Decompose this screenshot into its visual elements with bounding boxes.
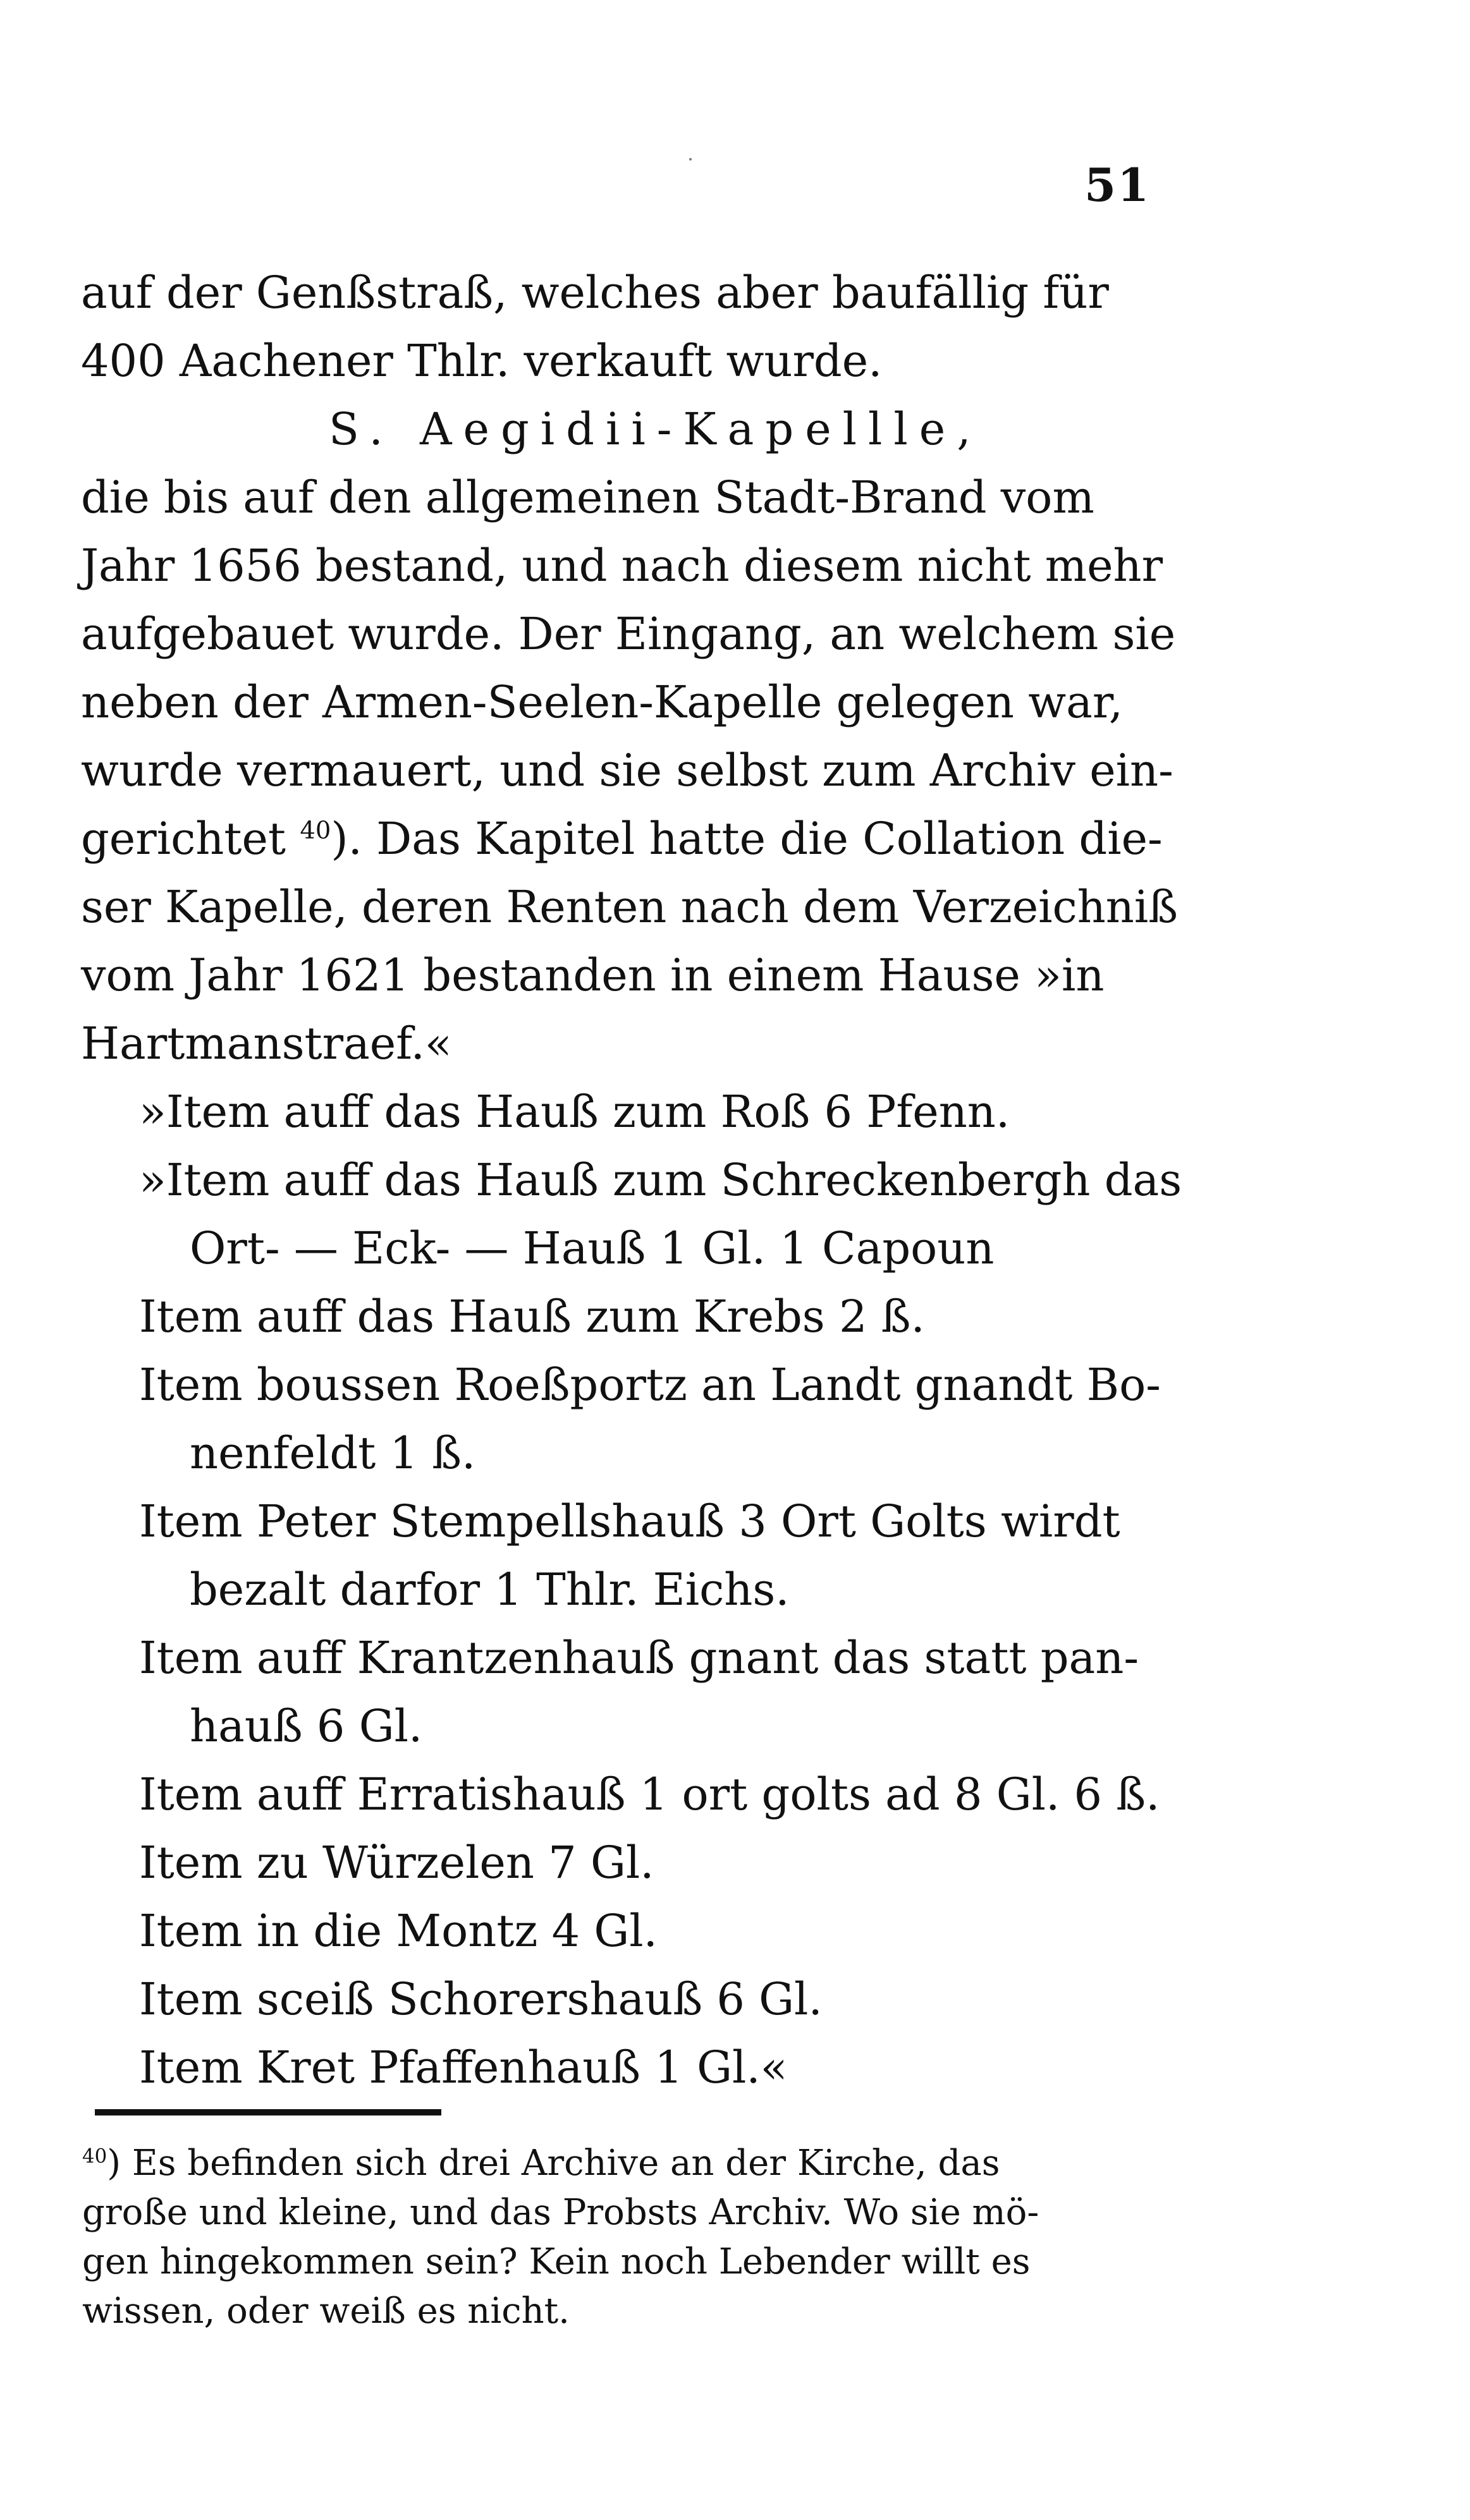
footnote-line-1-text: ) Es befinden sich drei Archive an der Kirche, das bbox=[107, 2143, 1000, 2184]
footnote-line-4: wissen, oder weiß es nicht. bbox=[82, 2291, 570, 2332]
list-item-1: »Item auff das Hauß zum Roß 6 Pfenn. bbox=[139, 1086, 1010, 1138]
list-item-8: Item zu Würzelen 7 Gl. bbox=[139, 1837, 654, 1889]
list-item-7: Item auff Erratishauß 1 ort golts ad 8 Gl. 6 ß. bbox=[139, 1768, 1160, 1820]
body-line-8: wurde vermauert, und sie selbst zum Archiv ein- bbox=[81, 745, 1173, 796]
list-item-5: Item Peter Stempellshauß 3 Ort Golts wirdt bbox=[139, 1495, 1120, 1547]
body-line-12: Hartmanstraef.« bbox=[81, 1018, 452, 1069]
footnote-line-2: große und kleine, und das Probsts Archiv. Wo sie mö- bbox=[82, 2192, 1039, 2233]
list-item-2-cont: Ort- — Eck- — Hauß 1 Gl. 1 Capoun bbox=[190, 1222, 995, 1274]
body-line-5: Jahr 1656 bestand, und nach diesem nicht mehr bbox=[81, 540, 1163, 592]
footnote-line-3: gen hingekommen sein? Kein noch Lebender willt es bbox=[82, 2241, 1031, 2282]
body-line-11: vom Jahr 1621 bestanden in einem Hause »in bbox=[81, 949, 1105, 1001]
list-item-5-cont: bezalt darfor 1 Thlr. Eichs. bbox=[190, 1564, 790, 1616]
list-item-4-cont: nenfeldt 1 ß. bbox=[190, 1427, 476, 1479]
footnote-rule bbox=[95, 2109, 441, 2115]
list-item-6: Item auff Krantzenhauß gnant das statt pan- bbox=[139, 1632, 1139, 1684]
body-line-6: aufgebauet wurde. Der Eingang, an welchem sie bbox=[81, 608, 1176, 660]
section-heading: S. Aegidii-Kapellle, bbox=[329, 403, 983, 455]
list-item-9: Item in die Montz 4 Gl. bbox=[139, 1905, 658, 1957]
body-line-9-rest: ). Das Kapitel hatte die Collation die- bbox=[331, 813, 1163, 865]
list-item-3: Item auff das Hauß zum Krebs 2 ß. bbox=[139, 1291, 925, 1342]
list-item-2: »Item auff das Hauß zum Schreckenbergh das bbox=[139, 1154, 1182, 1206]
body-line-7: neben der Armen-Seelen-Kapelle gelegen war, bbox=[81, 676, 1123, 728]
list-item-10: Item sceiß Schorershauß 6 Gl. bbox=[139, 1973, 823, 2025]
body-line-2: 400 Aachener Thlr. verkauft wurde. bbox=[81, 335, 883, 387]
body-line-9 bbox=[81, 805, 1187, 872]
footnote-reference: 40 bbox=[300, 816, 331, 845]
list-item-4: Item boussen Roeßportz an Landt gnandt Bo- bbox=[139, 1359, 1161, 1411]
body-line-9-text: gerichtet bbox=[81, 813, 286, 865]
body-line-1: auf der Genßstraß, welches aber baufällig für bbox=[81, 267, 1109, 319]
list-item-6-cont: hauß 6 Gl. bbox=[190, 1700, 423, 1752]
list-item-11: Item Kret Pfaffenhauß 1 Gl.« bbox=[139, 2042, 788, 2093]
footnote-line-1 bbox=[82, 2139, 1189, 2188]
footnote-marker: 40 bbox=[82, 2145, 107, 2168]
body-line-10: ser Kapelle, deren Renten nach dem Verzeichniß bbox=[81, 881, 1179, 933]
page-number: 51 bbox=[1084, 158, 1151, 212]
speck bbox=[689, 158, 692, 161]
body-line-4: die bis auf den allgemeinen Stadt-Brand vom bbox=[81, 472, 1094, 523]
